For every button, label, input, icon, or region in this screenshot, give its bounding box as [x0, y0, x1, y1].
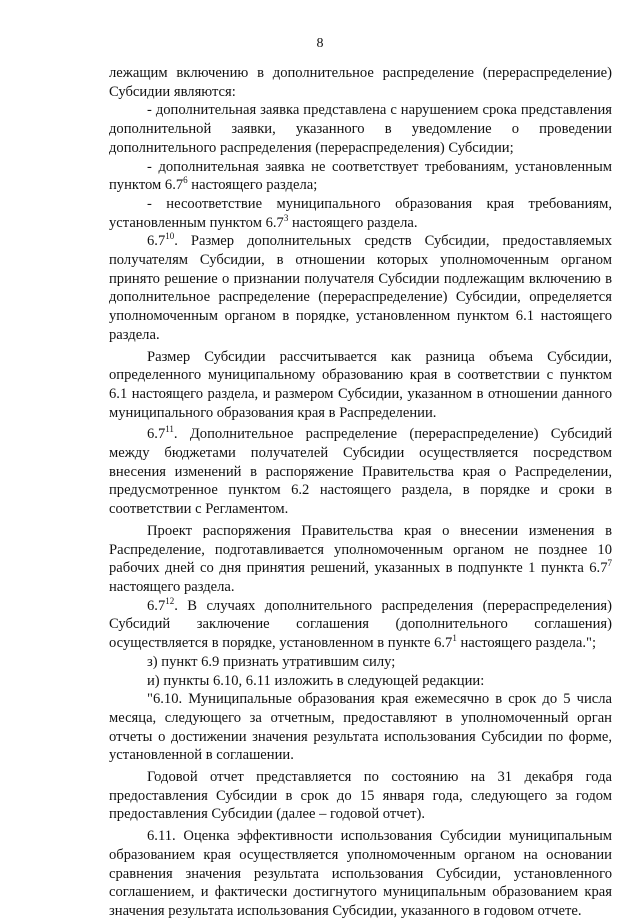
paragraph: $6.7^{10}$. Размер дополнительных средств Субсидии, предоставляемых получателям Субсидии, в отношении которых уполномоченным органом принято решение о признании получателя Субсидии подлежащим включению в дополнительное распределение (перераспределение) Субсидии, определяется уполномоченным органом в порядке, установленном пунктом 6.1 настоящего раздела. [109, 231, 612, 343]
paragraph: и) пункты 6.10, 6.11 изложить в следующей редакции: [147, 672, 485, 689]
paragraph: Годовой отчет представляется по состоянию на 31 декабря года предоставления Субсидии в срок до 15 января года, следующего за годом предоставления Субсидии (далее – годовой отчет). [109, 769, 612, 823]
page-number: 8 [316, 36, 324, 51]
paragraph: "6.10. Муниципальные образования края ежемесячно в срок до 5 числа месяца, следующего за отчетным, предоставляют в уполномоченный орган отчеты о достижении значения результата использования Субсидии по форме, установленной в соглашении. [109, 691, 612, 764]
document-body [109, 64, 612, 921]
paragraph: Проект распоряжения Правительства края о внесении изменения в Распределение, подготавливается уполномоченным органом не позднее 10 рабочих дней со дня принятия решений, указанных в подпункте 1 пункта $6.7^7$ настоящего раздела. [109, 522, 612, 595]
paragraph: лежащим включению в дополнительное распределение (перераспределение) Субсидии являются: [109, 65, 612, 100]
paragraph: з) пункт 6.9 признать утратившим силу; [147, 653, 396, 670]
paragraph: - дополнительная заявка представлена с нарушением срока представления дополнительной заявки, указанного в уведомление о проведении дополнительного распределения (перераспределения) Субсидии; [109, 102, 612, 156]
paragraph: $6.7^{12}$. В случаях дополнительного распределения (перераспределения) Субсидий заключение соглашения (дополнительного соглашения) осуществляется в порядке, установленном в пункте $6.7^1$ настоящего раздела."; [109, 595, 612, 652]
paragraph: $6.7^{11}$. Дополнительное распределение (перераспределение) Субсидий между бюджетами получателей Субсидии осуществляется посредством внесения изменений в распоряжение Правительства края о Распределении, предусмотренное пунктом 6.2 настоящего раздела, в порядке и сроки в соответствии с Регламентом. [109, 424, 612, 518]
paragraph: 6.11. Оценка эффективности использования Субсидии муниципальным образованием края осуществляется уполномоченным органом на основании сравнения значения результата использования Субсидии, установленного соглашением, и фактически достигнутого муниципальным образованием края значения результата использования Субсидии, указанного в годовом отчете. [109, 828, 612, 919]
paragraph: Размер Субсидии рассчитывается как разница объема Субсидии, определенного муниципальному образованию края в соответствии с пунктом 6.1 настоящего раздела, и размером Субсидии, указанном в отношении данного муниципального образования края в Распределении. [109, 348, 612, 421]
paragraph: - дополнительная заявка не соответствует требованиям, установленным пунктом $6.7^6$ настоящего раздела; [109, 158, 612, 194]
paragraph: - несоответствие муниципального образования края требованиям, установленным пунктом $6.7^3$ настоящего раздела. [109, 195, 612, 231]
